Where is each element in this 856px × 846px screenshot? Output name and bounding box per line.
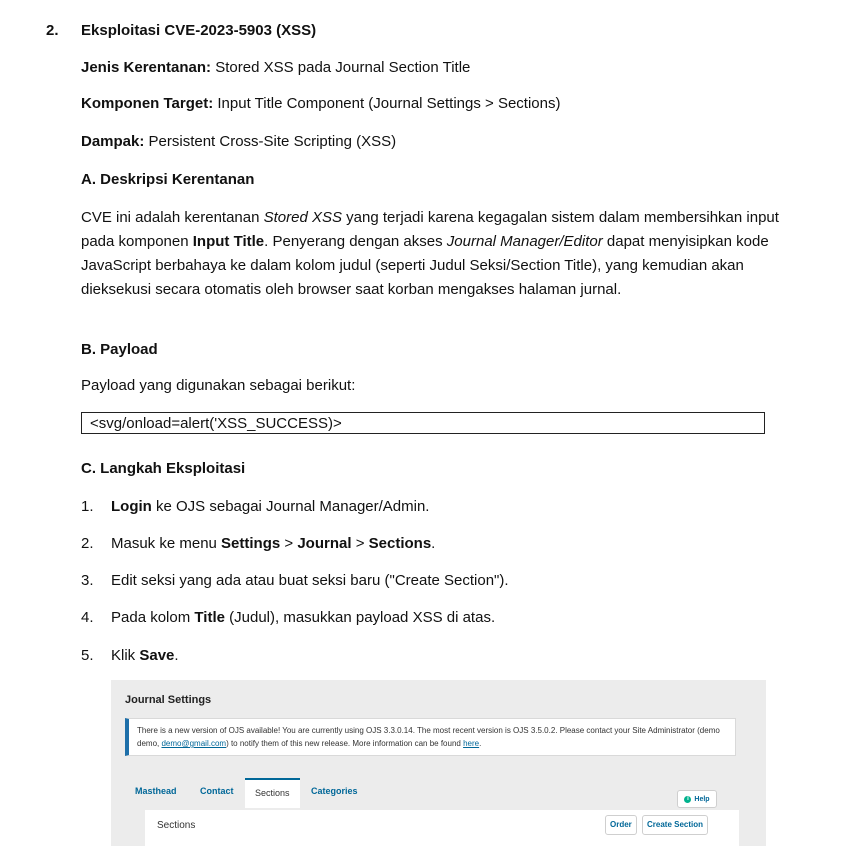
settings-tabs — [125, 778, 736, 808]
notice-here-link[interactable]: here — [463, 739, 480, 748]
payload-code-box: <svg/onload=alert('XSS_SUCCESS)> — [81, 412, 765, 434]
step-item — [81, 646, 179, 666]
desc-text-2: yang terjadi karena kegagalan sistem dalam membersihkan input pada komponen — [81, 209, 779, 250]
step-number: 5. — [81, 647, 94, 664]
step-bold-text: Title — [194, 609, 225, 626]
step-number: 3. — [81, 572, 94, 589]
step-text: > — [351, 535, 369, 552]
notice-email-link[interactable]: demo@gmail.com — [161, 739, 227, 748]
tab-masthead[interactable]: Masthead — [135, 786, 177, 796]
vuln-type-value: Stored XSS pada Journal Section Title — [211, 59, 471, 76]
notice-text-3: . — [479, 739, 482, 748]
step-text: ke OJS sebagai Journal Manager/Admin. — [151, 498, 430, 515]
impact-label: Dampak: — [81, 133, 145, 150]
desc-text-4: dapat menyisipkan kode JavaScript berbahaya ke dalam kolom judul (seperti Judul Seksi/Section Title), yang kemudian akan dieksekusi secara otomatis oleh browser saat korban mengakses halaman jurnal. — [81, 233, 769, 298]
info-icon: i — [684, 796, 691, 803]
help-label: Help — [694, 796, 710, 803]
target-component-line — [81, 94, 561, 114]
step-text: (Judul), masukkan payload XSS di atas. — [224, 609, 496, 626]
step-text: > — [280, 535, 298, 552]
desc-em-stored-xss: Stored XSS — [263, 209, 343, 226]
tab-sections[interactable]: Sections — [245, 778, 300, 808]
section-title: Eksploitasi CVE-2023-5903 (XSS) — [81, 22, 317, 39]
step-text: Pada kolom — [111, 609, 195, 626]
update-notice — [125, 718, 736, 756]
desc-em-role: Journal Manager/Editor — [446, 233, 603, 250]
payload-intro: Payload yang digunakan sebagai berikut: — [81, 377, 356, 394]
desc-text-1: CVE ini adalah kerentanan — [81, 209, 264, 226]
vuln-type-line — [81, 58, 470, 78]
target-component-label: Komponen Target: — [81, 95, 214, 112]
step-number: 4. — [81, 609, 94, 626]
step-bold-text: Settings — [221, 535, 281, 552]
order-button[interactable]: Order — [605, 815, 637, 835]
ojs-screenshot — [111, 680, 766, 846]
step-bold-text: Sections — [368, 535, 432, 552]
tab-contact[interactable]: Contact — [200, 786, 234, 796]
sections-panel — [145, 810, 739, 846]
step-number: 1. — [81, 498, 94, 515]
sections-panel-title: Sections — [157, 820, 196, 831]
step-text: Masuk ke menu — [111, 535, 222, 552]
step-text: . — [174, 647, 179, 664]
create-section-button[interactable]: Create Section — [642, 815, 708, 835]
step-bold-text: Journal — [297, 535, 352, 552]
step-item — [81, 497, 429, 517]
step-item — [81, 571, 509, 591]
notice-text-1: There is a new version of OJS available! You are currently using OJS 3.3.0.14. The most recent version is OJS 3.5.0.2. Please contact your Site Administrator (demo demo, — [137, 726, 720, 748]
step-text: Klik — [111, 647, 140, 664]
tab-categories[interactable]: Categories — [311, 786, 358, 796]
journal-settings-title: Journal Settings — [125, 694, 212, 706]
subsection-b-title: B. Payload — [81, 341, 158, 358]
help-button[interactable] — [677, 790, 717, 808]
vuln-type-label: Jenis Kerentanan: — [81, 59, 212, 76]
step-bold-text: Login — [111, 498, 152, 515]
step-number: 2. — [81, 535, 94, 552]
impact-value: Persistent Cross-Site Scripting (XSS) — [144, 133, 397, 150]
step-item — [81, 534, 435, 554]
impact-line — [81, 132, 396, 152]
subsection-c-title: C. Langkah Eksploitasi — [81, 460, 246, 477]
description-paragraph — [81, 206, 781, 302]
target-component-value: Input Title Component (Journal Settings > Sections) — [213, 95, 561, 112]
desc-text-3: . Penyerang dengan akses — [264, 233, 447, 250]
step-bold-text: Save — [139, 647, 175, 664]
desc-bold-input-title: Input Title — [192, 233, 265, 250]
step-text: Edit seksi yang ada atau buat seksi baru ("Create Section"). — [111, 572, 509, 589]
notice-text-2: ) to notify them of this new release. More information can be found — [226, 739, 464, 748]
step-text: . — [431, 535, 436, 552]
subsection-a-title: A. Deskripsi Kerentanan — [81, 171, 255, 188]
section-number: 2. — [46, 22, 59, 39]
step-item — [81, 608, 495, 628]
